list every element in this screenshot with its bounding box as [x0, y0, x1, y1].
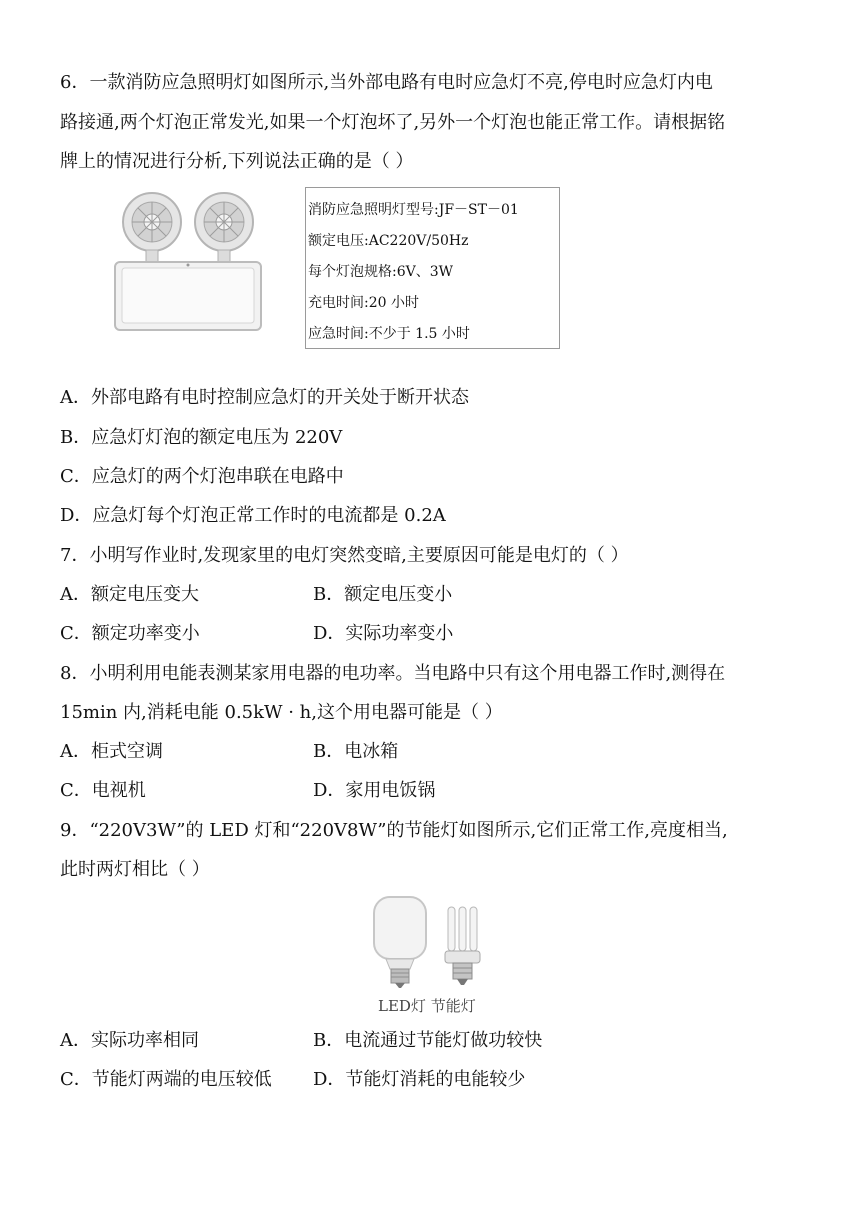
q7-option-b[interactable]: B．额定电压变小: [313, 584, 453, 605]
lamp-caption: LED灯 节能灯: [378, 997, 476, 1015]
q9-option-d[interactable]: D．节能灯消耗的电能较少: [313, 1069, 526, 1090]
q8-option-a[interactable]: A．柜式空调: [60, 741, 163, 762]
q7-stem: 7．小明写作业时,发现家里的电灯突然变暗,主要原因可能是电灯的（ ）: [60, 545, 629, 566]
q6-option-c[interactable]: C．应急灯的两个灯泡串联在电路中: [60, 466, 344, 487]
q8-stem-line-2: 15min 内,消耗电能 0.5kW · h,这个用电器可能是（ ）: [60, 702, 503, 723]
q9-option-b[interactable]: B．电流通过节能灯做功较快: [313, 1030, 543, 1051]
nameplate-bulb-spec: 每个灯泡规格:6V、3W: [308, 264, 454, 280]
q8-option-c[interactable]: C．电视机: [60, 780, 146, 801]
q6-stem-line-2: 路接通,两个灯泡正常发光,如果一个灯泡坏了,另外一个灯泡也能正常工作。请根据铭: [60, 112, 726, 133]
nameplate-charge-time: 充电时间:20 小时: [308, 295, 419, 311]
q6-option-b[interactable]: B．应急灯灯泡的额定电压为 220V: [60, 427, 343, 448]
q7-option-d[interactable]: D．实际功率变小: [313, 623, 454, 644]
q8-option-b[interactable]: B．电冰箱: [313, 741, 399, 762]
q8-option-d[interactable]: D．家用电饭锅: [313, 780, 436, 801]
emergency-light-image: [112, 190, 262, 339]
q7-option-a[interactable]: A．额定电压变大: [60, 584, 199, 605]
q7-option-c[interactable]: C．额定功率变小: [60, 623, 200, 644]
nameplate-box: [305, 187, 560, 349]
q6-stem-line-3: 牌上的情况进行分析,下列说法正确的是（ ）: [60, 151, 414, 172]
q6-option-d[interactable]: D．应急灯每个灯泡正常工作时的电流都是 0.2A: [60, 505, 446, 526]
q8-stem-line-1: 8．小明利用电能表测某家用电器的电功率。当电路中只有这个用电器工作时,测得在: [60, 663, 726, 684]
q9-option-a[interactable]: A．实际功率相同: [60, 1030, 199, 1051]
nameplate-model: 消防应急照明灯型号:JF－ST－01: [308, 202, 519, 218]
energy-saving-lamp-icon: [440, 905, 485, 994]
q9-option-c[interactable]: C．节能灯两端的电压较低: [60, 1069, 272, 1090]
led-lamp-icon: [370, 895, 430, 994]
q9-stem-line-2: 此时两灯相比（ ）: [60, 859, 210, 880]
q6-option-a[interactable]: A．外部电路有电时控制应急灯的开关处于断开状态: [60, 387, 469, 408]
nameplate-emergency-time: 应急时间:不少于 1.5 小时: [308, 326, 470, 342]
nameplate-rated-voltage: 额定电压:AC220V/50Hz: [308, 233, 469, 249]
q6-stem-line-1: 6．一款消防应急照明灯如图所示,当外部电路有电时应急灯不亮,停电时应急灯内电: [60, 72, 713, 93]
q9-stem-line-1: 9．“220V3W”的 LED 灯和“220V8W”的节能灯如图所示,它们正常工作,亮度相当,: [60, 820, 728, 841]
